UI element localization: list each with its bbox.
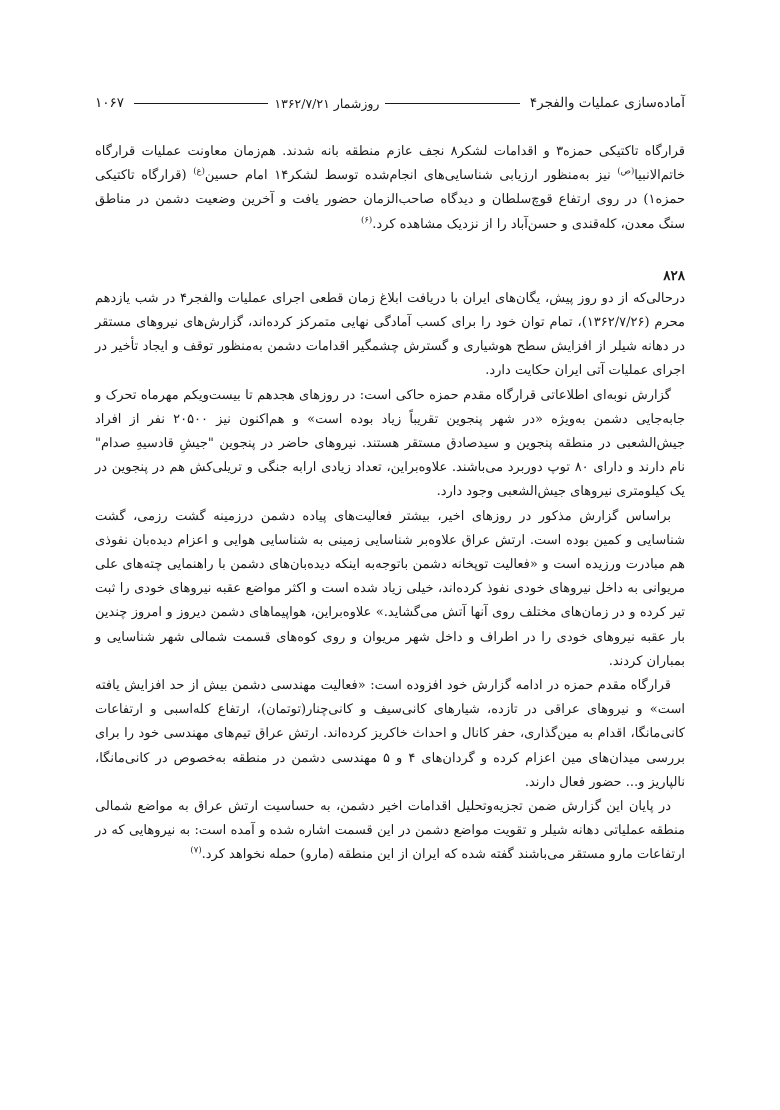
intro-paragraph — [95, 140, 685, 237]
body-paragraph: براساس گزارش مذکور در روزهای اخیر، بیشتر فعالیت‌های پیاده دشمن درزمینه گشت رزمی، گشت شناسایی و کمین بوده است. ارتش عراق علاوه‌بر شناسایی زمینی به شناسایی هوایی و اعزام دیده‌بان نفوذی هم مبادرت ورزیده است و «فعالیت توپخانه دشمن باتوجه‌به اینکه دیده‌بان‌های دشمن با راهنمایی چته‌های علی مریوانی به داخل نیروهای خودی نفوذ کرده‌اند، خیلی زیاد شده است و اکثر مواضع عقبه نیروهای خودی را ثبت تیر کرده و در زمان‌های مختلف روی آنها آتش می‌گشاید.» علاوه‌براین، هواپیماهای دشمن دیروز و امروز چندین بار عقبه نیروهای خودی را در اطراف و داخل شهر مریوان و روی کوه‌های قسمت شمالی شهر شناسایی و بمباران کردند. — [95, 508, 685, 669]
page-body — [95, 140, 685, 868]
header-rule — [385, 103, 519, 104]
header-rule — [134, 103, 268, 104]
body-paragraph: درحالی‌که از دو روز پیش، یگان‌های ایران با دریافت ابلاغ زمان قطعی اجرای عملیات والفجر۴ در شب یازدهم محرم (۱۳۶۲/۷/۲۶)، تمام توان خود را برای کسب آمادگی نهایی متمرکز کرده‌اند، گزارش‌های نیروهای مستقر در دهانه شیلر از افزایش سطح هوشیاری و گسترش چشمگیر اقدامات دشمن به‌منظور توقف و ایجاد تأخیر در اجرای عملیات آتی ایران حکایت دارد. — [95, 290, 686, 379]
body-paragraph-last — [95, 795, 685, 868]
body-paragraph: گزارش نوبه‌ای اطلاعاتی قرارگاه مقدم حمزه حاکی است: در روزهای هجدهم تا بیست‌ویکم مهرماه تحرک و جابه‌جایی دشمن به‌ویژه «در شهر پنجوین تقریباً زیاد بوده است» و هم‌اکنون نیز ۲۰۵۰۰ نفر از افراد جیش‌الشعبی در منطقه پنجوین و سیدصادق مستقر هستند. نیروهای حاضر در پنجوین "جیشِ قادسیهِ صدام" نام دارند و دارای ۸۰ توپ دوربرد می‌باشند. علاوه‌براین، تعداد زیادی ارابه جنگی و تریلی‌کش هم در پنجوین در یک کیلومتری نیروهای جیش‌الشعبی وجود دارد. — [95, 387, 686, 500]
footnote-honorific: (ع) — [193, 166, 205, 177]
body-paragraph: قرارگاه مقدم حمزه در ادامه گزارش خود افزوده است: «فعالیت مهندسی دشمن بیش از حد افزایش یافته است» و نیروهای عراقی در تازده، شیارهای کانی‌سیف و کانی‌چنار(توتمان)، ارتفاع کله‌اسبی و ارتفاعات کانی‌مانگا، اقدام به مین‌گذاری، حفر کانال و احداث خاکریز کرده‌اند. ارتش عراق تیم‌های مهندسی خود را برای بررسی میدان‌های مین اعزام کرده و گردان‌های ۴ و ۵ مهندسی دشمن در منطقه به‌خصوص در کانی‌مانگا، نالپاریز و... حضور فعال دارند. — [95, 678, 685, 790]
intro-text-2: نیز به‌منظور ارزیابی شناسایی‌های انجام‌شده توسط لشکر۱۴ امام حسین — [204, 168, 618, 184]
book-page — [95, 88, 685, 868]
intro-text-3: (قرارگاه تاکتیکی حمزه۱) در روی ارتفاع قوچ‌سلطان و دیدگاه صاحب‌الزمان حضور یافت و آخرین وضعیت دشمن در مناطق سنگ معدن، کله‌قندی و حسن‌آباد را از نزدیک مشاهده کرد. — [95, 168, 685, 232]
footnote-reference: (۷) — [190, 846, 202, 857]
section-number: ۸۲۸ — [663, 267, 685, 284]
running-header — [95, 88, 685, 118]
footnote-honorific: (ص) — [617, 166, 635, 177]
footnote-reference: (۶) — [361, 215, 373, 226]
header-rule-group — [134, 96, 520, 111]
page-number: ۱۰۶۷ — [95, 95, 125, 111]
intro-text-1: قرارگاه تاکتیکی حمزه۳ و اقدامات لشکر۸ نجف عازم منطقه بانه شدند. هم‌زمان معاونت عملیات قرارگاه خاتم‌الانبیا — [95, 144, 686, 184]
diary-date: روزشمار ۱۳۶۲/۷/۲۱ — [274, 95, 380, 111]
body-paragraph-text: در پایان این گزارش ضمن تجزیه‌وتحلیل اقدامات اخیر دشمن، به حساسیت ارتش عراق به مواضع شمالی منطقه عملیاتی دهانه شیلر و تقویت مواضع دشمن در این قسمت اشاره شده و آمده است: به نیروهایی که در ارتفاعات مارو مستقر می‌باشند گفته شده که ایران از این منطقه (مارو) حمله نخواهد کرد. — [95, 799, 685, 863]
book-title: آماده‌سازی عملیات والفجر۴ — [529, 95, 685, 111]
